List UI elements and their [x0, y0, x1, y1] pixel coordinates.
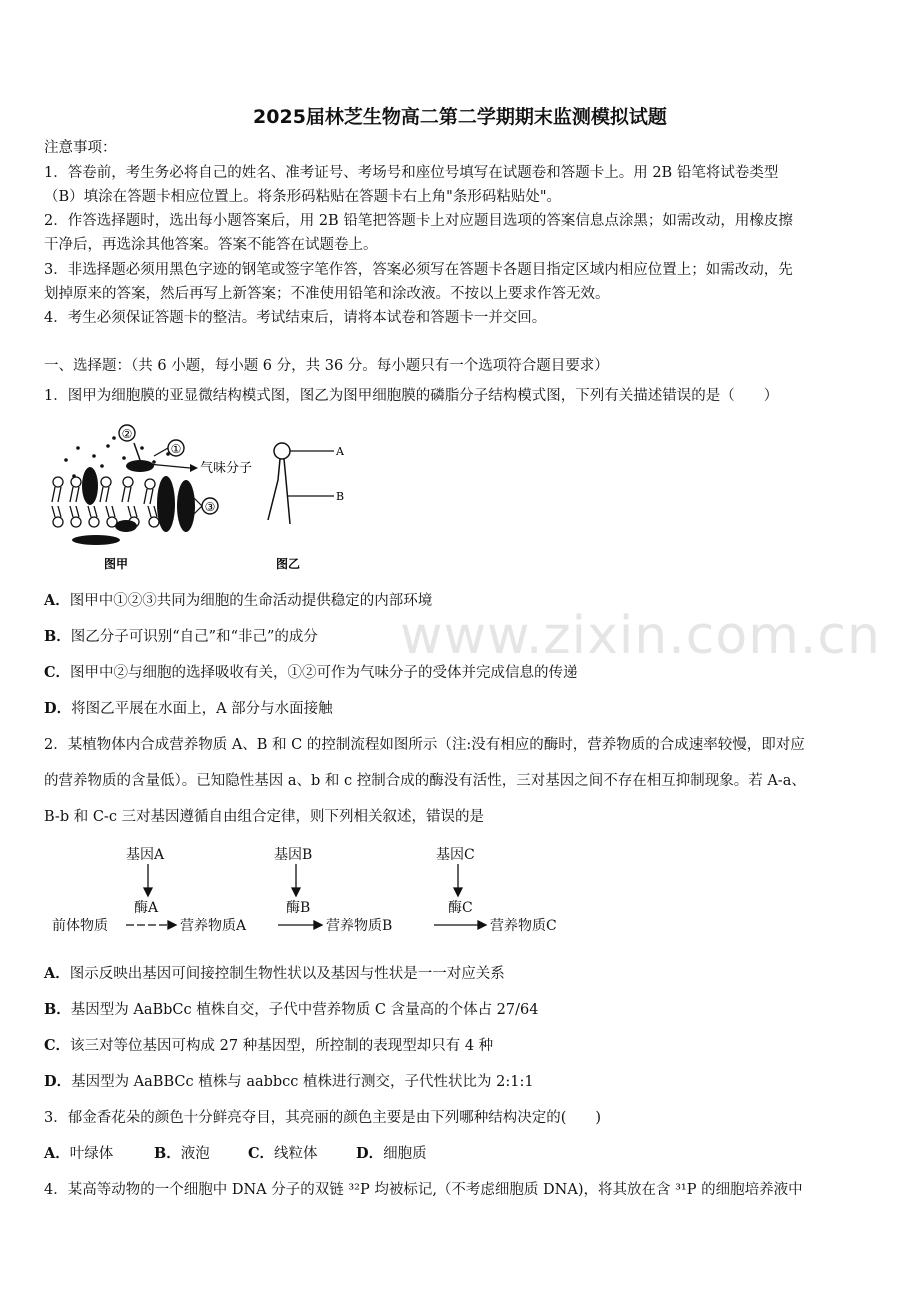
precursor: 前体物质 — [52, 918, 108, 934]
figure-jia-caption: 图甲 — [104, 557, 129, 571]
q1-option-b: B．图乙分子可识别“自己”和“非己”的成分 — [44, 628, 318, 645]
smell-molecule-label: 气味分子 — [200, 461, 253, 476]
q3-option-a: A．叶绿体 — [44, 1145, 114, 1162]
question-4-stem: 4．某高等动物的一个细胞中 DNA 分子的双链 ³²P 均被标记,（不考虑细胞质 DNA)，将其放在含 ³¹P 的细胞培养液中 — [44, 1182, 803, 1198]
phospholipid-bilayer — [52, 477, 159, 527]
membrane-protein — [157, 476, 175, 532]
enzyme-a: 酶A — [134, 900, 159, 916]
notice-line: 4．考生必须保证答题卡的整洁。考试结束后，请将本试卷和答题卡一并交回。 — [44, 310, 547, 326]
q1-option-d: D．将图乙平展在水面上，A 部分与水面接触 — [44, 700, 333, 717]
q2-option-b: B．基因型为 AaBbCc 植株自交，子代中营养物质 C 含量高的个体占 27/64 — [44, 1001, 539, 1018]
label-2: ② — [121, 427, 133, 441]
page-title: 2025届林芝生物高二第二学期期末监测模拟试题 — [253, 106, 667, 128]
gene-c: 基因C — [436, 847, 475, 863]
section-heading: 一、选择题：（共 6 小题，每小题 6 分，共 36 分。每小题只有一个选项符合题目要求） — [44, 358, 609, 374]
question-2-stem-line: B-b 和 C-c 三对基因遵循自由组合定律，则下列相关叙述，错误的是 — [44, 809, 485, 825]
notice-heading: 注意事项： — [44, 140, 117, 156]
figure-jia-membrane — [44, 418, 264, 578]
q2-option-d: D．基因型为 AaBBCc 植株与 aabbcc 植株进行测交，子代性状比为 2:1:1 — [44, 1073, 534, 1090]
q3-option-b: B．液泡 — [154, 1145, 210, 1162]
nutrient-a: 营养物质A — [180, 918, 247, 934]
gene-a: 基因A — [126, 847, 165, 863]
q1-option-a: A．图甲中①②③共同为细胞的生命活动提供稳定的内部环境 — [44, 592, 433, 609]
nutrient-c: 营养物质C — [490, 918, 557, 934]
q1-option-c: C．图甲中②与细胞的选择吸收有关，①②可作为气味分子的受体并完成信息的传递 — [44, 664, 578, 681]
question-2-stem-line: 的营养物质的含量低）。已知隐性基因 a、b 和 c 控制合成的酶没有活性，三对基因之间不存在相互抑制现象。若 A-a、 — [44, 773, 806, 789]
notice-line: （B）填涂在答题卡相应位置上。将条形码粘贴在答题卡右上角"条形码粘贴处"。 — [44, 189, 561, 205]
q2-flow-diagram — [44, 840, 604, 940]
q3-option-d: D．细胞质 — [356, 1145, 427, 1162]
membrane-protein — [72, 535, 120, 545]
nutrient-b: 营养物质B — [326, 918, 393, 934]
label-1: ① — [170, 442, 182, 456]
notice-line: 干净后，再选涂其他答案。答案不能答在试题卷上。 — [44, 237, 378, 253]
membrane-protein — [115, 520, 137, 532]
membrane-protein — [82, 467, 98, 505]
figure-yi-caption: 图乙 — [276, 557, 301, 571]
q2-option-a: A．图示反映出基因可间接控制生物性状以及基因与性状是一一对应关系 — [44, 965, 505, 982]
smell-dots — [64, 436, 170, 478]
question-1-stem: 1．图甲为细胞膜的亚显微结构模式图，图乙为图甲细胞膜的磷脂分子结构模式图，下列有关描述错误的是（ ） — [44, 388, 779, 404]
notice-line: 2．作答选择题时，选出每小题答案后，用 2B 铅笔把答题卡上对应题目选项的答案信息点涂黑；如需改动，用橡皮擦 — [44, 213, 793, 229]
question-3-stem: 3．郁金香花朵的颜色十分鲜亮夺目，其亮丽的颜色主要是由下列哪种结构决定的( ) — [44, 1110, 602, 1126]
enzyme-b: 酶B — [286, 900, 311, 916]
label-3: ③ — [204, 500, 216, 514]
phospholipid-head — [274, 443, 290, 459]
figure-yi-phospholipid — [262, 436, 352, 578]
q2-option-c: C．该三对等位基因可构成 27 种基因型，所控制的表现型却只有 4 种 — [44, 1037, 494, 1054]
question-2-stem-line: 2．某植物体内合成营养物质 A、B 和 C 的控制流程如图所示（注:没有相应的酶时，营养物质的合成速率较慢，即对应 — [44, 737, 805, 753]
membrane-protein — [177, 480, 195, 532]
label-a: A — [336, 445, 344, 458]
notice-line: 划掉原来的答案，然后再写上新答案；不准使用铅笔和涂改液。不按以上要求作答无效。 — [44, 286, 610, 302]
glycoprotein-shape — [126, 460, 154, 472]
watermark: www.zixin.com.cn — [400, 606, 881, 666]
notice-line: 1．答卷前，考生务必将自己的姓名、准考证号、考场号和座位号填写在试题卷和答题卡上。用 2B 铅笔将试卷类型 — [44, 165, 779, 181]
label-b: B — [336, 490, 345, 503]
q3-option-c: C．线粒体 — [248, 1145, 318, 1162]
enzyme-c: 酶C — [448, 900, 473, 916]
phospholipid-tails — [268, 459, 290, 524]
notice-line: 3．非选择题必须用黑色字迹的钢笔或签字笔作答，答案必须写在答题卡各题目指定区域内相应位置上；如需改动，先 — [44, 262, 793, 278]
gene-b: 基因B — [274, 847, 313, 863]
